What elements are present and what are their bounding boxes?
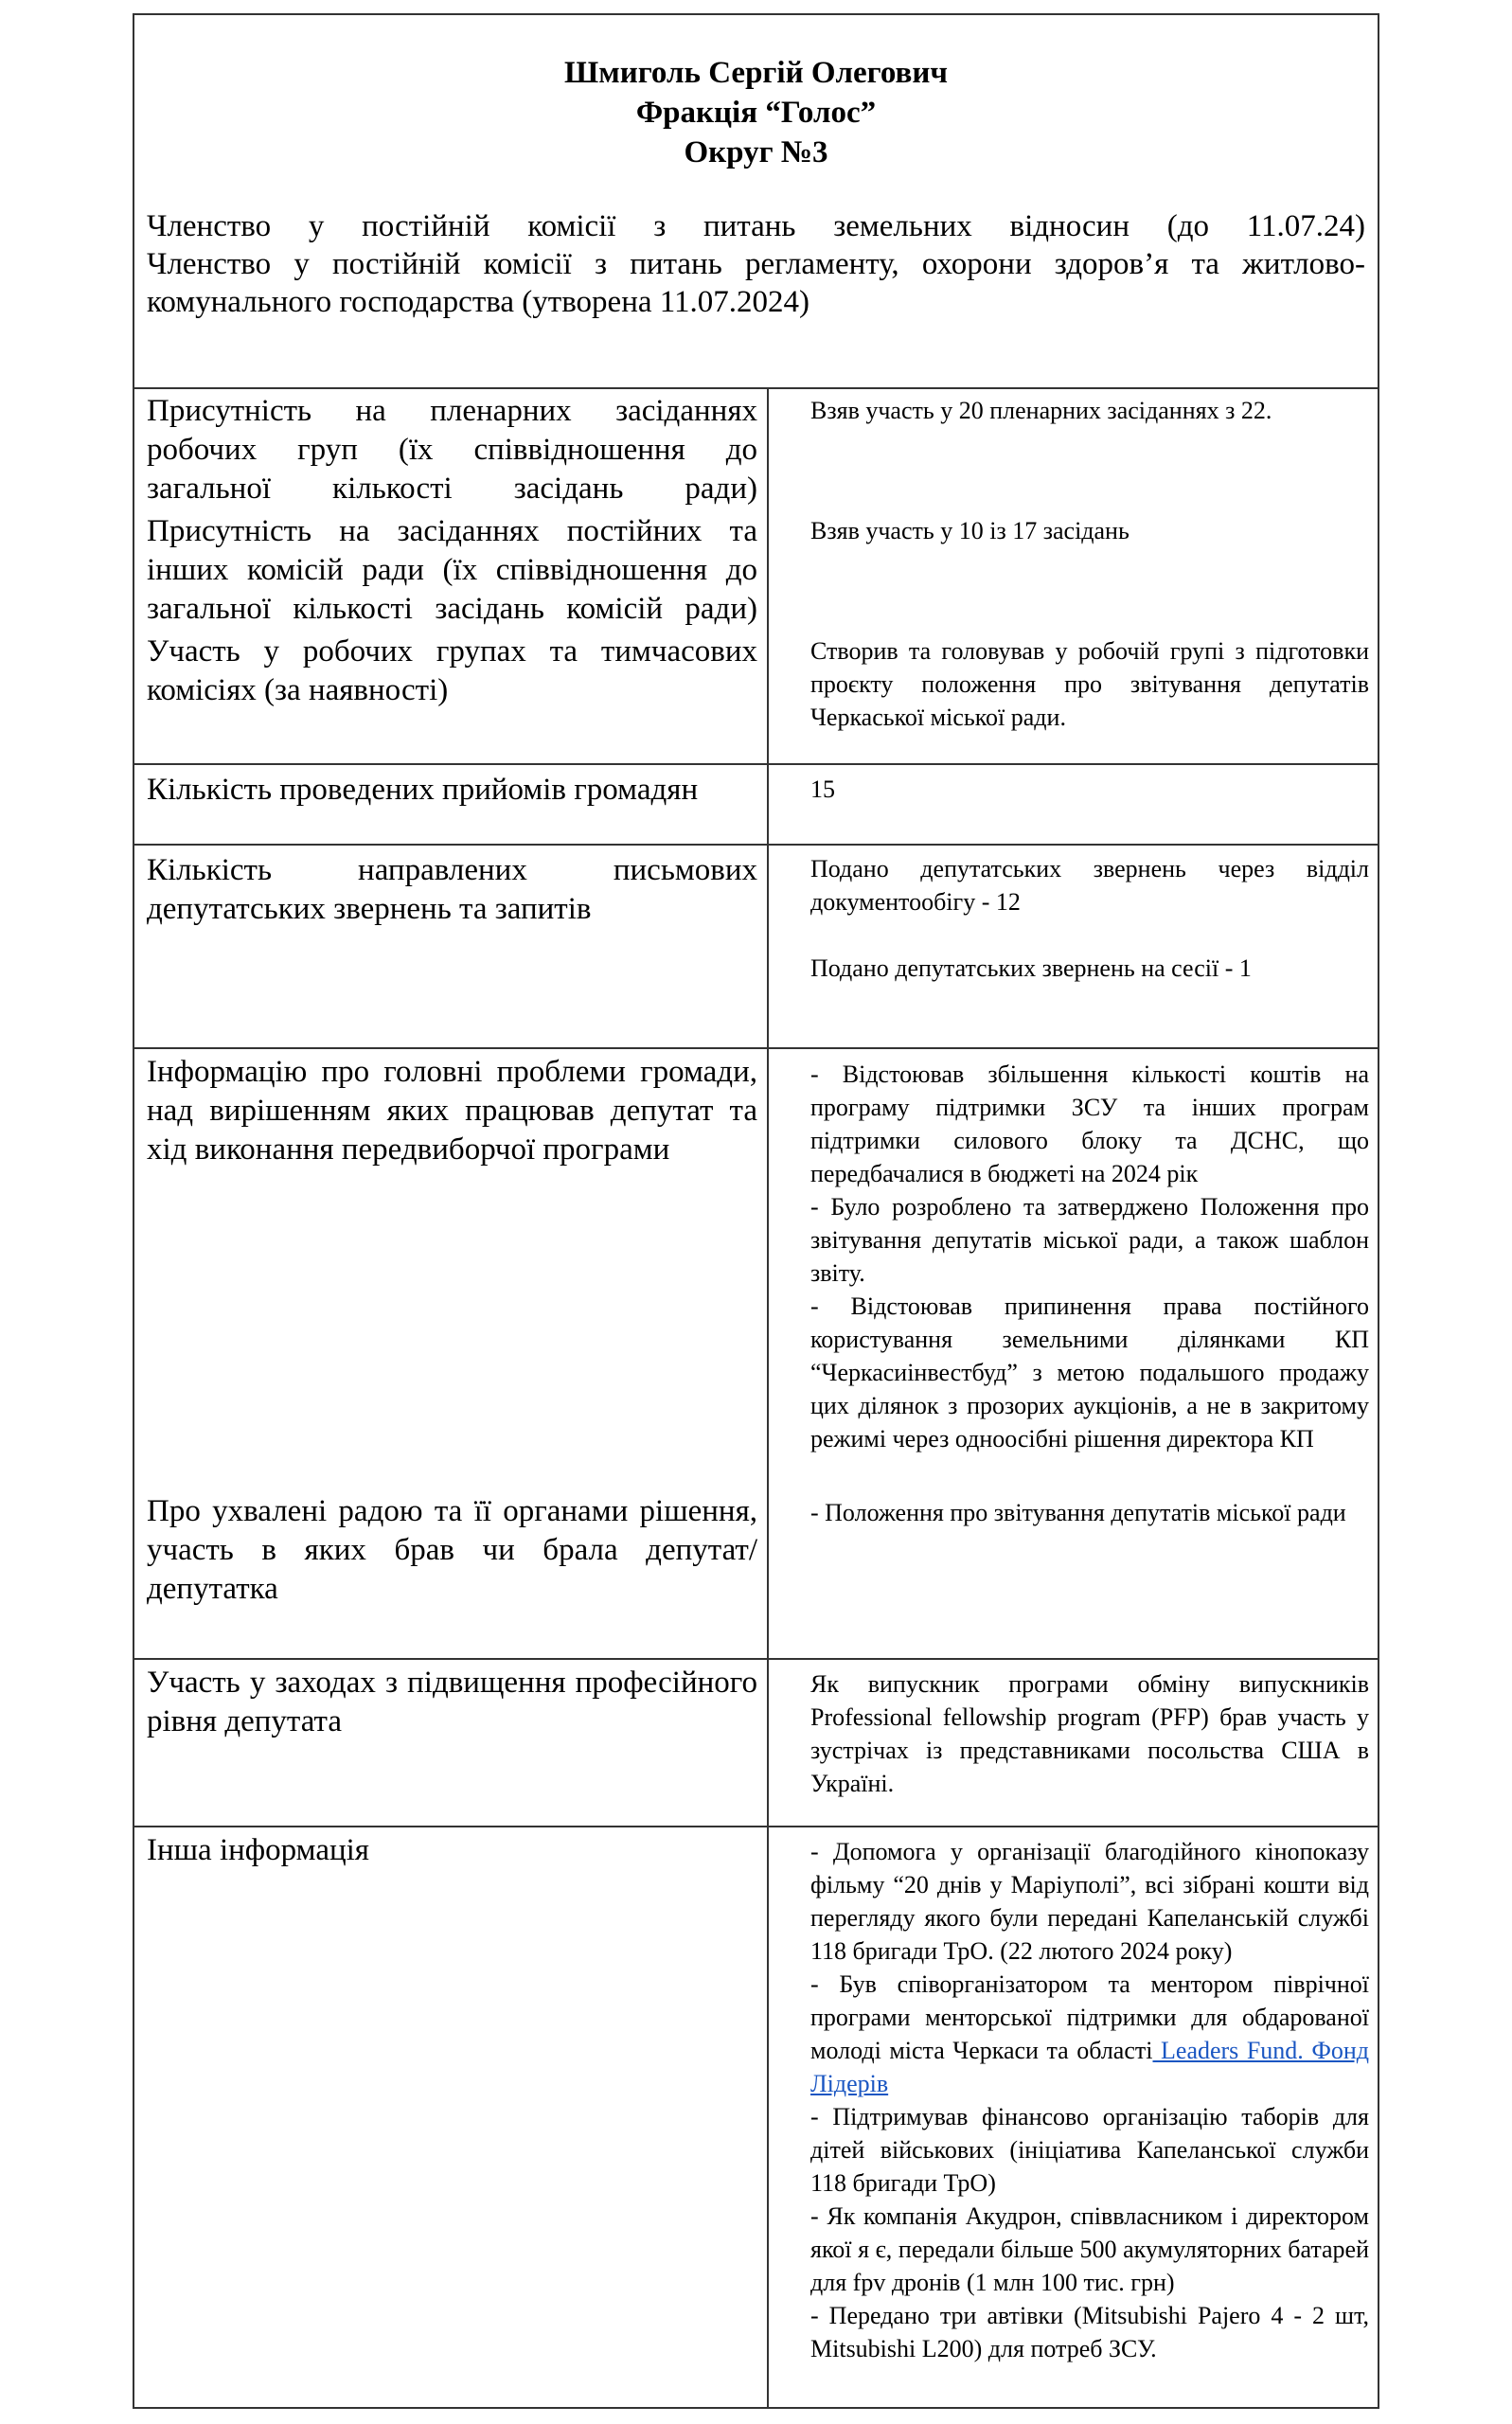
appeals-via-document-office: Подано депутатських звернень через відділ документообігу - 12 [810, 855, 1369, 916]
list-item: - Допомога у організації благодійного кінопоказу фільму “20 днів у Маріуполі”, всі зібрані кошти від перегляду якого були передані Капеланській службі 118 бригади ТрО. (22 лютого 2024 року) [810, 1838, 1369, 1965]
list-item: - Підтримував фінансово організацію таборів для дітей військових (ініціатива Капеланської служби 118 бригади ТрО) [810, 2103, 1369, 2197]
membership-line-2: Членство у постійній комісії з питань регламенту, охорони здоров’я та житлово-комунального господарства (утворена 11.07.2024) [147, 247, 1365, 319]
deputy-name: Шмиголь Сергій Олегович [564, 56, 948, 90]
row-value-decisions: - Положення про звітування депутатів міської ради [810, 1499, 1346, 1526]
list-item: - Було розроблено та затверджено Положення про звітування депутатів міської ради, а також шаблон звіту. [810, 1193, 1369, 1287]
row-label-receptions: Кількість проведених прийомів громадян [147, 773, 699, 807]
row-value-professional-development: Як випускник програми обміну випускників Professional fellowship program (PFP) брав участь у зустрічах із представниками посольства США в Україні. [810, 1670, 1369, 1797]
row-value-other-info [810, 1835, 1369, 2365]
row-value-appeals [810, 852, 1369, 985]
list-item-text: - Був співорганізатором та ментором піврічної програми менторської підтримки для обдарованої молоді міста Черкаси та області [810, 1970, 1369, 2064]
row-value-receptions: 15 [810, 775, 835, 803]
row-value-commissions: Взяв участь у 10 із 17 засідань [810, 517, 1130, 544]
row-value-working-groups: Створив та головував у робочій групі з підготовки проєкту положення про звітування депутатів Черкаської міської ради. [810, 637, 1369, 731]
table-divider [134, 387, 1378, 389]
row-label-appeals: Кількість направлених письмових депутатських звернень та запитів [147, 853, 757, 926]
table-divider [134, 1826, 1378, 1827]
faction-name: Фракція “Голос” [635, 96, 877, 130]
row-value-plenary: Взяв участь у 20 пленарних засіданнях з 22. [810, 397, 1272, 424]
column-divider [767, 387, 769, 2407]
list-item: - Передано три автівки (Mitsubishi Pajero 4 - 2 шт, Mitsubishi L200) для потреб ЗСУ. [810, 2302, 1369, 2362]
membership-line-1: Членство у постійній комісії з питань земельних відносин (до 11.07.24) [147, 209, 1365, 243]
table-divider [134, 763, 1378, 765]
district-number: Округ №3 [684, 135, 828, 169]
committee-membership [147, 207, 1365, 321]
row-label-other-info: Інша інформація [147, 1833, 369, 1867]
list-item: - Відстоював припинення права постійного користування земельними ділянками КП “Черкасиінвестбуд” з метою подальшого продажу цих ділянок з прозорих аукціонів, а не в закритому режимі через одноосібні рішення директора КП [810, 1292, 1369, 1453]
row-label-working-groups: Участь у робочих групах та тимчасових комісіях (за наявності) [147, 634, 757, 707]
leaders-fund-link[interactable]: Leaders Fund. Фонд Лідерів [810, 2037, 1370, 2097]
row-label-plenary: Присутність на пленарних засіданнях робочих груп (їх співвідношення до загальної кількості засідань ради) [147, 394, 757, 506]
report-table [133, 13, 1379, 2409]
row-value-community-problems [810, 1058, 1369, 1455]
table-divider [134, 1658, 1378, 1660]
table-divider [134, 1047, 1378, 1049]
list-item: - Відстоював збільшення кількості коштів на програму підтримки ЗСУ та інших програм підтримки силового блоку та ДСНС, що передбачалися в бюджеті на 2024 рік [810, 1060, 1369, 1187]
row-label-commissions: Присутність на засіданнях постійних та інших комісій ради (їх співвідношення до загальної кількості засідань комісій ради) [147, 514, 757, 626]
appeals-at-session: Подано депутатських звернень на сесії - 1 [810, 954, 1252, 982]
row-label-professional-development: Участь у заходах з підвищення професійного рівня депутата [147, 1666, 757, 1738]
row-label-community-problems: Інформацію про головні проблеми громади, над вирішенням яких працював депутат та хід виконання передвиборчої програми [147, 1055, 757, 1167]
table-divider [134, 844, 1378, 846]
list-item: - Як компанія Акудрон, співвласником і директором якої я є, передали більше 500 акумуляторних батарей для fpv дронів (1 млн 100 тис. грн) [810, 2202, 1369, 2296]
row-label-decisions: Про ухвалені радою та її органами рішення, участь в яких брав чи брала депутат/депутатка [147, 1494, 757, 1606]
list-item [810, 1968, 1369, 2100]
